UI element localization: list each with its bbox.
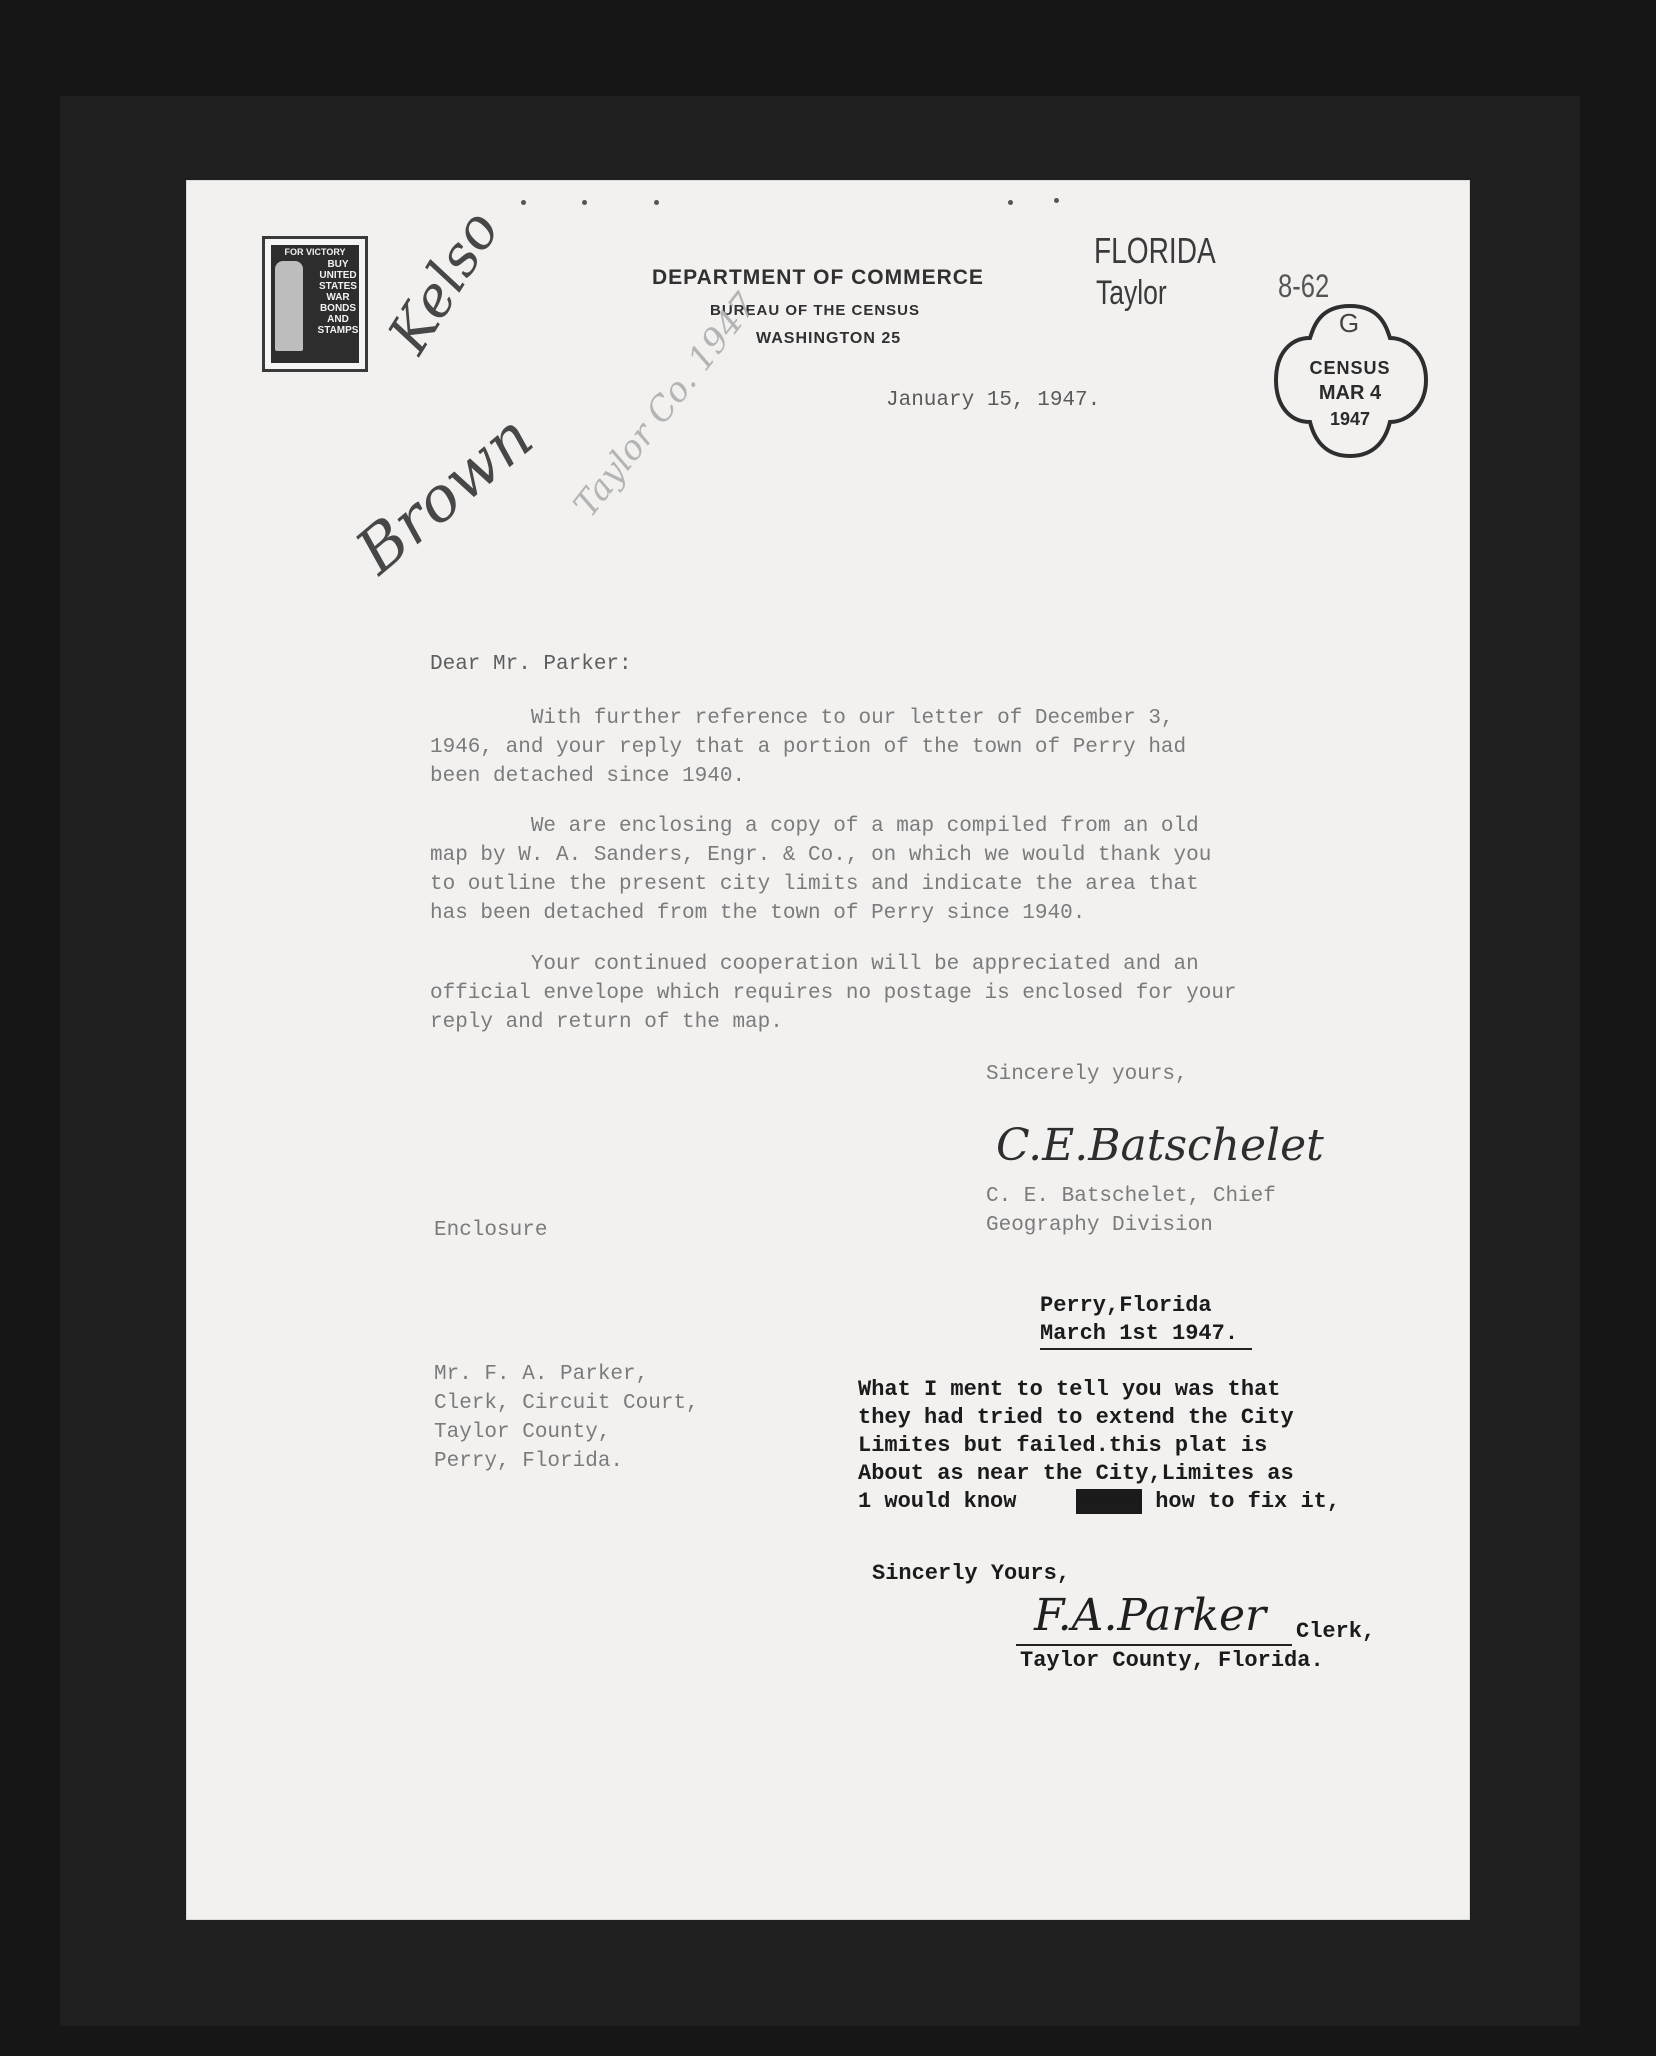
reply-body-tail	[1076, 1488, 1340, 1516]
filing-county: Taylor	[1096, 274, 1167, 312]
paragraph-3: Your continued cooperation will be appreciated and an official envelope which requires no postage is enclosed for your reply and return of the map.	[430, 953, 1237, 1034]
reply-signer-title: Clerk,	[1296, 1619, 1376, 1644]
stamp-date: MAR 4	[1318, 382, 1382, 404]
recipient-address: Mr. F. A. Parker, Clerk, Circuit Court, Taylor County, Perry, Florida.	[434, 1363, 699, 1473]
reply-body: What I ment to tell you was that they had tried to extend the City Limites but failed.this plat is About as near the City,Limites as 1 would know	[858, 1377, 1294, 1514]
reply-body-end: how to fix it,	[1142, 1489, 1341, 1514]
stamp-line1: CENSUS	[1309, 358, 1391, 378]
war-bonds-text: BUY UNITED STATES WAR BONDS AND STAMPS	[317, 259, 359, 336]
closing: Sincerely yours,	[986, 1063, 1188, 1086]
soldier-figure-icon	[275, 261, 303, 351]
stamp-year: 1947	[1329, 409, 1371, 429]
signer-name: C. E. Batschelet, Chief	[986, 1185, 1276, 1208]
reply-place: Perry,Florida	[1040, 1293, 1212, 1318]
letterhead-department: DEPARTMENT OF COMMERCE	[652, 266, 984, 289]
reply-struck-word: hawxt	[1076, 1489, 1143, 1514]
letterhead-city: WASHINGTON 25	[756, 330, 902, 347]
war-bonds-top-text: FOR VICTORY	[284, 247, 346, 257]
signature-parker: F.A.Parker	[1034, 1590, 1267, 1641]
handwritten-name-brown: Brown	[342, 399, 547, 588]
stamp-mark: G	[1338, 308, 1360, 338]
letterhead-bureau: BUREAU OF THE CENSUS	[710, 302, 921, 319]
enclosure-note: Enclosure	[434, 1219, 548, 1242]
letter-page	[186, 180, 1470, 1920]
war-bonds-stamp	[262, 236, 368, 372]
signature-line	[1016, 1644, 1292, 1646]
signer-title: Geography Division	[986, 1214, 1213, 1237]
handwritten-name-kelso: Kelso	[376, 199, 513, 365]
reply-county: Taylor County, Florida.	[1020, 1648, 1324, 1673]
signature-batschelet: C.E.Batschelet	[996, 1120, 1324, 1171]
paragraph-1: With further reference to our letter of December 3, 1946, and your reply that a portion of the town of Perry had been detached since 1940.	[430, 707, 1187, 788]
salutation: Dear Mr. Parker:	[430, 653, 632, 676]
paragraph-2: We are enclosing a copy of a map compiled from an old map by W. A. Sanders, Engr. & Co., on which we would thank you to outline the present city limits and indicate the area that has been detached from the town of Perry since 1940.	[430, 815, 1212, 925]
letter-date: January 15, 1947.	[886, 389, 1101, 412]
handwritten-faint-note: Taylor Co. 1947	[566, 285, 765, 525]
filing-code: 8-62	[1278, 268, 1330, 304]
census-received-stamp	[1268, 298, 1433, 463]
filing-state: FLORIDA	[1094, 230, 1216, 271]
reply-date: March 1st 1947.	[1040, 1320, 1252, 1350]
reply-closing: Sincerly Yours,	[872, 1561, 1071, 1586]
